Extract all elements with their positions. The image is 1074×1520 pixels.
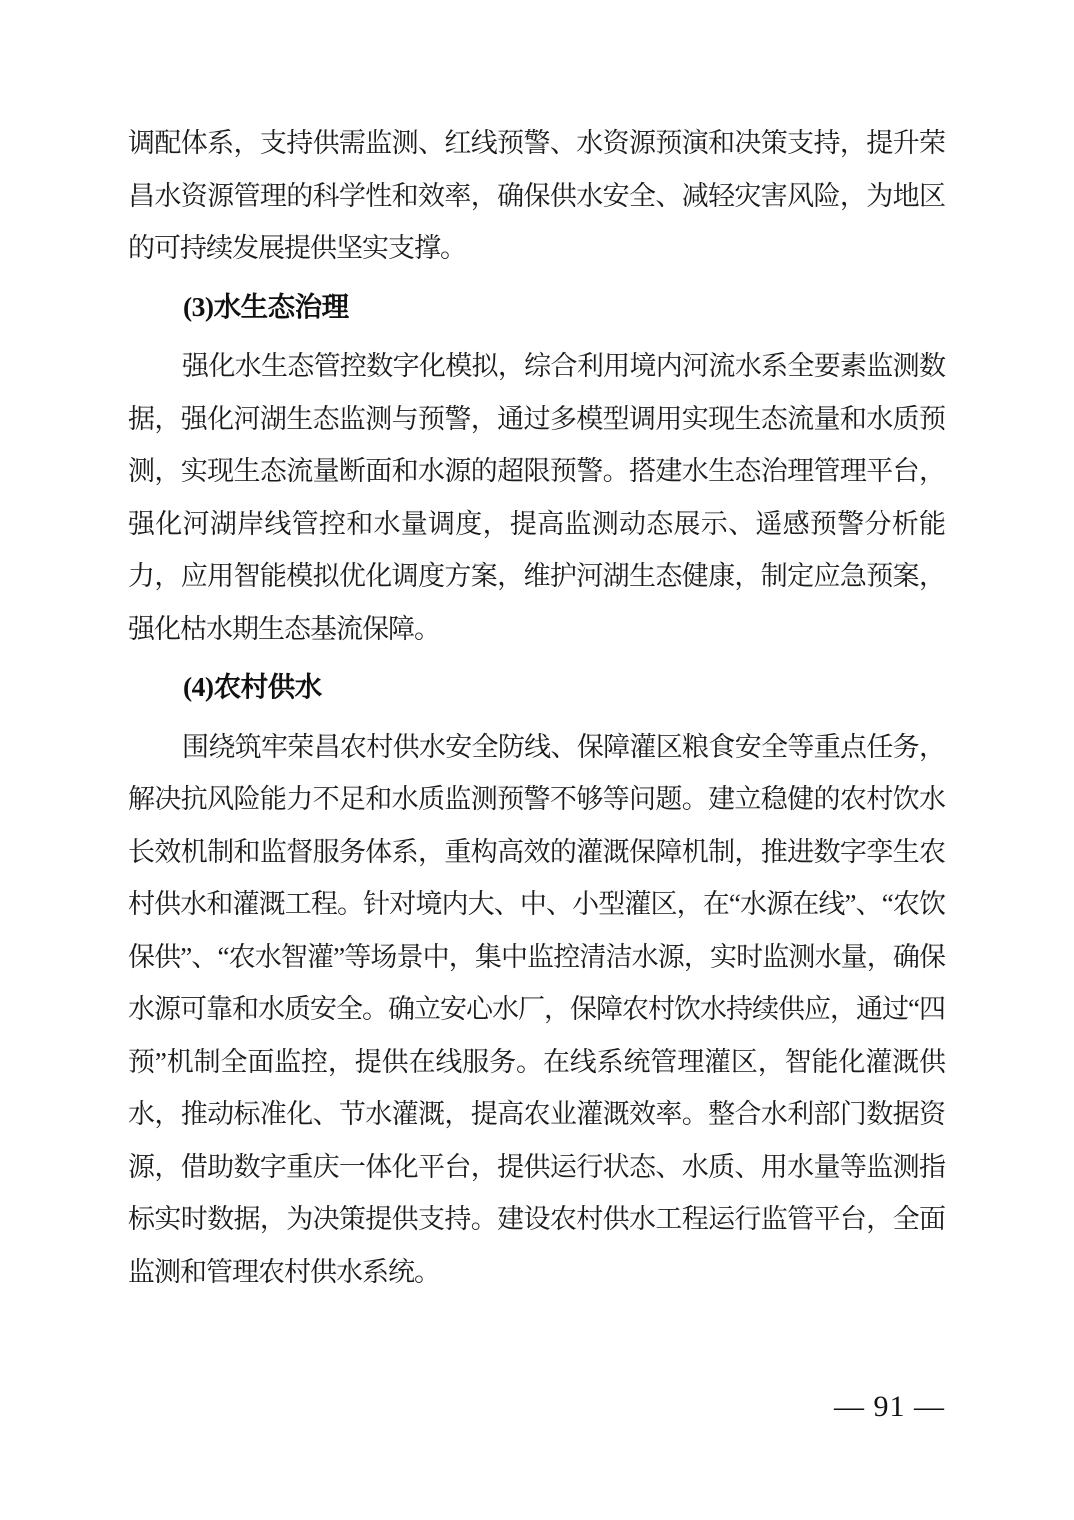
page-number: — 91 — (834, 1390, 945, 1423)
paragraph-continuation: 调配体系，支持供需监测、红线预警、水资源预演和决策支持，提升荣昌水资源管理的科学性和效率，确保供水安全、减轻灾害风险，为地区的可持续发展提供坚实支撑。 (128, 128, 945, 263)
document-body (128, 117, 945, 1298)
section-heading-rural-water-supply: (4)农村供水 (183, 671, 322, 702)
section-heading-water-ecology: (3)水生态治理 (183, 290, 349, 322)
paragraph-rural-water-supply: 围绕筑牢荣昌农村供水安全防线、保障灌区粮食安全等重点任务，解决抗风险能力不足和水质监测预警不够等问题。建立稳健的农村饮水长效机制和监督服务体系，重构高效的灌溉保障机制，推进数字孪生农村供水和灌溉工程。针对境内大、中、小型灌区，在“水源在线”、“农饮保供”、“农水智灌”等场景中，集中监控清洁水源，实时监测水量，确保水源可靠和水质安全。确立安心水厂，保障农村饮水持续供应，通过“四预”机制全面监控，提供在线服务。在线系统管理灌区，智能化灌溉供水，推动标准化、节水灌溉，提高农业灌溉效率。整合水利部门数据资源，借助数字重庆一体化平台，提供运行状态、水质、用水量等监测指标实时数据，为决策提供支持。建设农村供水工程运行监管平台，全面监测和管理农村供水系统。 (128, 731, 945, 1287)
paragraph-water-ecology: 强化水生态管控数字化模拟，综合利用境内河流水系全要素监测数据，强化河湖生态监测与预警，通过多模型调用实现生态流量和水质预测，实现生态流量断面和水源的超限预警。搭建水生态治理管理平台，强化河湖岸线管控和水量调度，提高监测动态展示、遥感预警分析能力，应用智能模拟优化调度方案，维护河湖生态健康，制定应急预案，强化枯水期生态基流保障。 (128, 351, 945, 644)
